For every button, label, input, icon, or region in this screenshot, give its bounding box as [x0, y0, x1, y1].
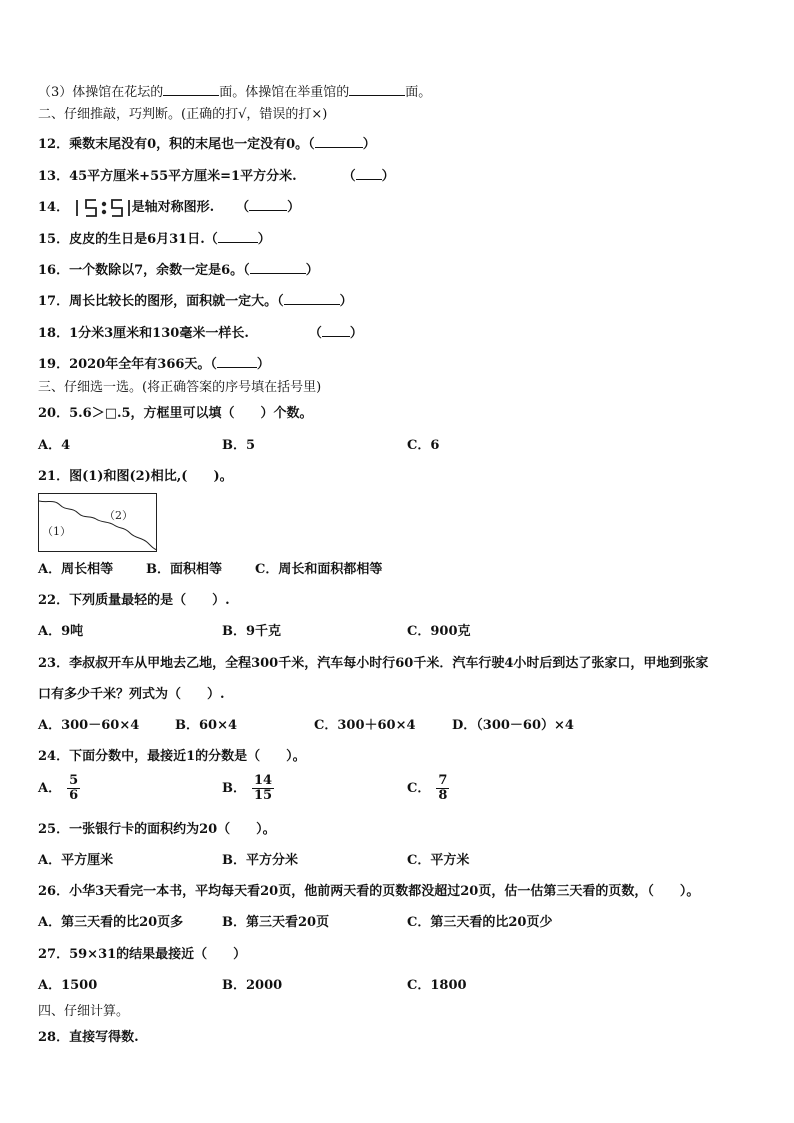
answer-blank[interactable] — [315, 133, 363, 148]
fraction: $\frac{14}{15}$ — [254, 773, 273, 803]
answer-blank[interactable] — [250, 259, 306, 274]
answer-blank[interactable] — [218, 228, 258, 243]
question-12: 12．乘数末尾没有0，积的末尾也一定没有0。（ ） — [38, 133, 376, 154]
question-26: 26．小华3天看完一本书，平均每天看20页，他前两天看的页数都没超过20页，估一估第三天看的页数，（ ）。 — [38, 884, 700, 899]
option-a[interactable]: A． $\frac{5}{6}$ — [38, 773, 79, 803]
fraction: $\frac{7}{8}$ — [438, 773, 448, 803]
question-17: 17．周长比较长的图形，面积就一定大。（ ） — [38, 290, 353, 311]
option-b[interactable]: B．面积相等 — [146, 562, 222, 577]
question-20: 20．5.6＞□.5，方框里可以填（ ）个数。 — [38, 406, 313, 421]
question-25: 25．一张银行卡的面积约为20（ ）。 — [38, 822, 276, 837]
option-d[interactable]: D．（300－60）×4 — [452, 718, 574, 733]
answer-blank[interactable] — [349, 81, 405, 96]
question-23-cont: 口有多少千米？列式为（ ）. — [38, 687, 225, 702]
section-4-heading: 四、仔细计算。 — [38, 1004, 130, 1019]
option-a[interactable]: A．1500 — [38, 978, 98, 993]
option-a[interactable]: A．9吨 — [38, 624, 84, 639]
option-c[interactable]: C．1800 — [407, 978, 467, 993]
region-1-label: （1） — [42, 525, 71, 538]
option-c[interactable]: C．第三天看的比20页少 — [407, 915, 553, 930]
question-24: 24．下面分数中，最接近1的分数是（ ）。 — [38, 749, 306, 764]
answer-blank[interactable] — [356, 165, 382, 180]
answer-blank[interactable] — [217, 353, 257, 368]
option-b[interactable]: B． $\frac{14}{15}$ — [222, 773, 273, 803]
option-a[interactable]: A．平方厘米 — [38, 853, 114, 868]
question-18: 18．1分米3厘米和130毫米一样长. （ ） — [38, 322, 363, 343]
question-15: 15．皮皮的生日是6月31日.（ ） — [38, 228, 271, 249]
option-c[interactable]: C． $\frac{7}{8}$ — [407, 773, 448, 803]
answer-blank[interactable] — [284, 290, 340, 305]
option-b[interactable]: B．60×4 — [175, 718, 238, 733]
answer-blank[interactable] — [322, 322, 350, 337]
option-a[interactable]: A．4 — [38, 438, 71, 453]
fraction: $\frac{5}{6}$ — [69, 773, 79, 803]
answer-blank[interactable] — [163, 81, 219, 96]
section-3-heading: 三、仔细选一选。(将正确答案的序号填在括号里) — [38, 380, 322, 395]
option-a[interactable]: A．300－60×4 — [38, 718, 140, 733]
option-b[interactable]: B．9千克 — [222, 624, 282, 639]
shape-comparison-figure — [38, 493, 158, 553]
option-c[interactable]: C．平方米 — [407, 853, 470, 868]
option-c[interactable]: C．900克 — [407, 624, 471, 639]
option-c[interactable]: C．周长和面积都相等 — [255, 562, 383, 577]
option-c[interactable]: C．300＋60×4 — [314, 718, 416, 733]
question-28: 28．直接写得数. — [38, 1030, 139, 1045]
section-2-heading: 二、仔细推敲，巧判断。(正确的打√，错误的打×) — [38, 107, 328, 122]
option-c[interactable]: C．6 — [407, 438, 440, 453]
option-b[interactable]: B．2000 — [222, 978, 283, 993]
question-13: 13．45平方厘米+55平方厘米=1平方分米. （ ） — [38, 165, 395, 186]
question-14: 14． 是轴对称图形. （ ） — [38, 196, 300, 219]
question-27: 27．59×31的结果最接近（ ） — [38, 947, 247, 962]
seven-segment-digits-icon — [74, 197, 132, 219]
answer-blank[interactable] — [249, 196, 287, 211]
region-2-label: （2） — [104, 509, 133, 522]
question-19: 19．2020年全年有366天。（ ） — [38, 353, 270, 374]
question-23: 23．李叔叔开车从甲地去乙地，全程300千米，汽车每小时行60千米．汽车行驶4小时后到达了张家口，甲地到张家 — [38, 656, 709, 671]
option-a[interactable]: A．周长相等 — [38, 562, 114, 577]
option-b[interactable]: B．5 — [222, 438, 256, 453]
q11-part3: （3）体操馆在花坛的 面。体操馆在举重馆的 面。 — [38, 81, 431, 102]
question-22: 22．下列质量最轻的是（ ）. — [38, 593, 230, 608]
option-b[interactable]: B．第三天看20页 — [222, 915, 330, 930]
option-b[interactable]: B．平方分米 — [222, 853, 298, 868]
question-16: 16．一个数除以7，余数一定是6。（ ） — [38, 259, 319, 280]
option-a[interactable]: A．第三天看的比20页多 — [38, 915, 184, 930]
question-21: 21．图(1)和图(2)相比,( )。 — [38, 469, 233, 484]
